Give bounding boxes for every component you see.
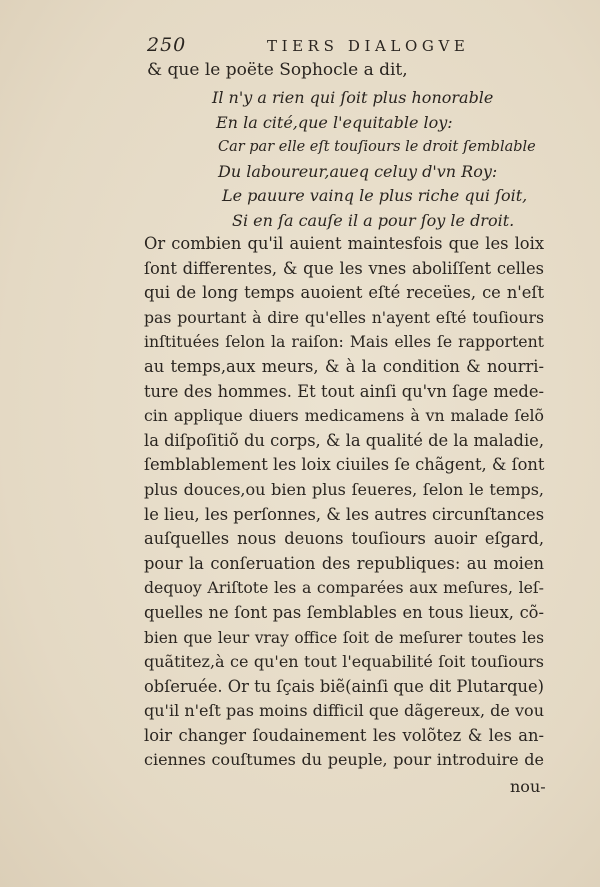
text-line: pas pourtant à dire qu'elles n'ayent eſté touſiours bbox=[144, 307, 544, 327]
text-line: obſeruée. Or tu ſçais biẽ(ainſi que dit Plutarque) bbox=[144, 676, 544, 696]
running-title: TIERS DIALOGVE bbox=[267, 37, 470, 55]
text-line: qu'il n'eſt pas moins difficil que dãgereux, de vou bbox=[144, 701, 544, 721]
body-paragraph bbox=[144, 232, 544, 773]
text-line: quãtitez,à ce qu'en tout l'equabilité ſoit touſiours bbox=[144, 652, 544, 672]
text-line: ſont differentes, & que les vnes aboliſſent celles bbox=[144, 258, 544, 278]
verse-line: En la cité,que l'equitable loy: bbox=[216, 112, 453, 132]
text-line: Or combien qu'il auient maintesfois que les loix bbox=[144, 234, 544, 253]
text-line: qui de long temps auoient eſté receües, ce n'eſt bbox=[144, 283, 544, 303]
verse-line: Car par elle eſt touſiours le droit ſemblable bbox=[218, 139, 536, 155]
lead-line: & que le poëte Sophocle a dit, bbox=[147, 60, 408, 80]
verse-line: Du laboureur,aueq celuy d'vn Roy: bbox=[218, 161, 498, 181]
text-line: loir changer ſoudainement les volõtez & les an- bbox=[144, 725, 544, 745]
page-number: 250 bbox=[147, 34, 187, 56]
verse-line: Il n'y a rien qui ſoit plus honorable bbox=[212, 88, 494, 107]
catchword: nou- bbox=[510, 777, 546, 796]
verse-quotation bbox=[208, 86, 538, 233]
text-line: inſtituées ſelon la raiſon: Mais elles ſe rapportent bbox=[144, 332, 544, 352]
text-line: quelles ne ſont pas ſemblables en tous lieux, cõ- bbox=[144, 602, 544, 622]
text-line: la diſpoſitiõ du corps, & la qualité de la maladie, bbox=[144, 430, 544, 450]
verse-line: Le pauure vainq le plus riche qui ſoit, bbox=[222, 186, 528, 205]
text-line: ture des hommes. Et tout ainſi qu'vn ſage mede- bbox=[144, 381, 544, 401]
text-line: ciennes couſtumes du peuple, pour introduire de bbox=[144, 750, 544, 770]
text-line: au temps,aux meurs, & à la condition & nourri- bbox=[144, 356, 544, 376]
text-line: dequoy Ariſtote les a comparées aux meſures, leſ- bbox=[144, 578, 544, 598]
text-line: bien que leur vray office ſoit de meſurer toutes les bbox=[144, 628, 544, 647]
text-line: auſquelles nous deuons touſiours auoir eſgard, bbox=[144, 529, 544, 549]
text-line: plus douces,ou bien plus ſeueres, ſelon le temps, bbox=[144, 479, 544, 499]
text-line: pour la conſeruation des republiques: au moien bbox=[144, 553, 544, 573]
text-line: le lieu, les perſonnes, & les autres circunſtances bbox=[144, 504, 545, 524]
page-header bbox=[147, 34, 487, 58]
text-line: cin applique diuers medicamens à vn malade ſelõ bbox=[144, 406, 544, 426]
verse-line: Si en ſa cauſe il a pour ſoy le droit. bbox=[232, 210, 515, 230]
text-line: ſemblablement les loix ciuiles ſe chãgent, & ſont bbox=[144, 455, 545, 475]
